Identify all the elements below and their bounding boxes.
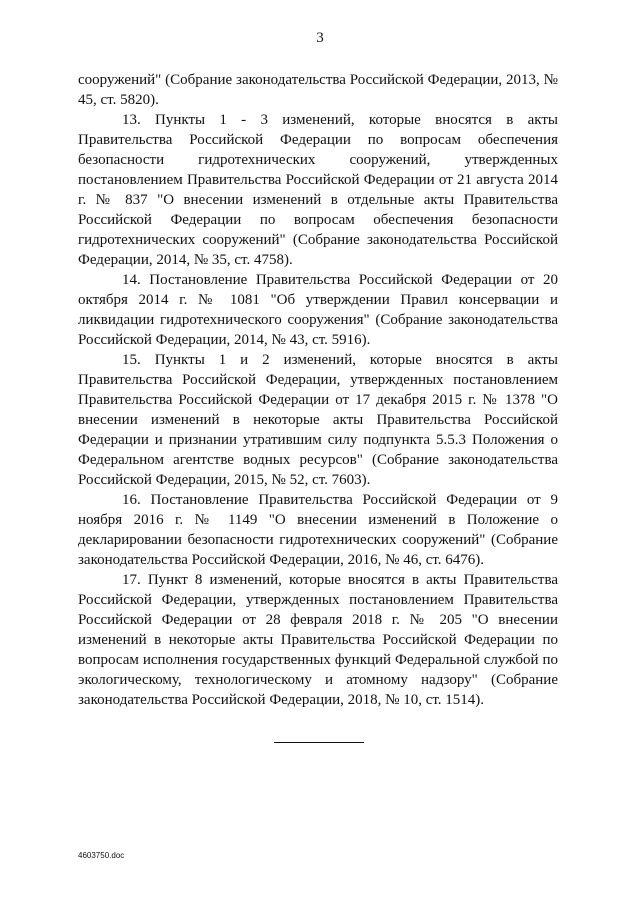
paragraph-item-14: 14. Постановление Правительства Российской Федерации от 20 октября 2014 г. № 1081 "Об утверждении Правил консервации и ликвидации гидротехнического сооружения" (Собрание законодательства Российской Федерации, 2014, № 43, ст. 5916). [78, 272, 558, 348]
paragraph-continuation: сооружений" (Собрание законодательства Российской Федерации, 2013, № 45, ст. 5820). [78, 72, 558, 108]
paragraph-item-16: 16. Постановление Правительства Российской Федерации от 9 ноября 2016 г. № 1149 "О внесении изменений в Положение о декларировании безопасности гидротехнических сооружений" (Собрание законодательства Российской Федерации, 2016, № 46, ст. 6476). [78, 492, 558, 568]
paragraph-item-13: 13. Пункты 1 - 3 изменений, которые вносятся в акты Правительства Российской Федерации по вопросам обеспечения безопасности гидротехнических сооружений, утвержденных постановлением Правительства Российской Федерации от 21 августа 2014 г. № 837 "О внесении изменений в отдельные акты Правительства Российской Федерации по вопросам обеспечения безопасности гидротехнических сооружений" (Собрание законодательства Российской Федерации, 2014, № 35, ст. 4758). [78, 112, 558, 268]
paragraph-item-17: 17. Пункт 8 изменений, которые вносятся в акты Правительства Российской Федерации, утвержденных постановлением Правительства Российской Федерации от 28 февраля 2018 г. № 205 "О внесении изменений в некоторые акты Правительства Российской Федерации по вопросам исполнения государственных функций Федеральной службой по экологическому, технологическому и атомному надзору" (Собрание законодательства Российской Федерации, 2018, № 10, ст. 1514). [78, 572, 558, 708]
end-divider [274, 742, 364, 743]
document-footer-filename: 4603750.doc [78, 851, 125, 860]
paragraph-item-15: 15. Пункты 1 и 2 изменений, которые вносятся в акты Правительства Российской Федерации, утвержденных постановлением Правительства Российской Федерации от 17 декабря 2015 г. № 1378 "О внесении изменений в некоторые акты Правительства Российской Федерации и признании утратившим силу подпункта 5.5.3 Положения о Федеральном агентстве водных ресурсов" (Собрание законодательства Российской Федерации, 2015, № 52, ст. 7603). [78, 352, 558, 488]
document-body [78, 70, 558, 710]
page-number: 3 [316, 30, 324, 46]
